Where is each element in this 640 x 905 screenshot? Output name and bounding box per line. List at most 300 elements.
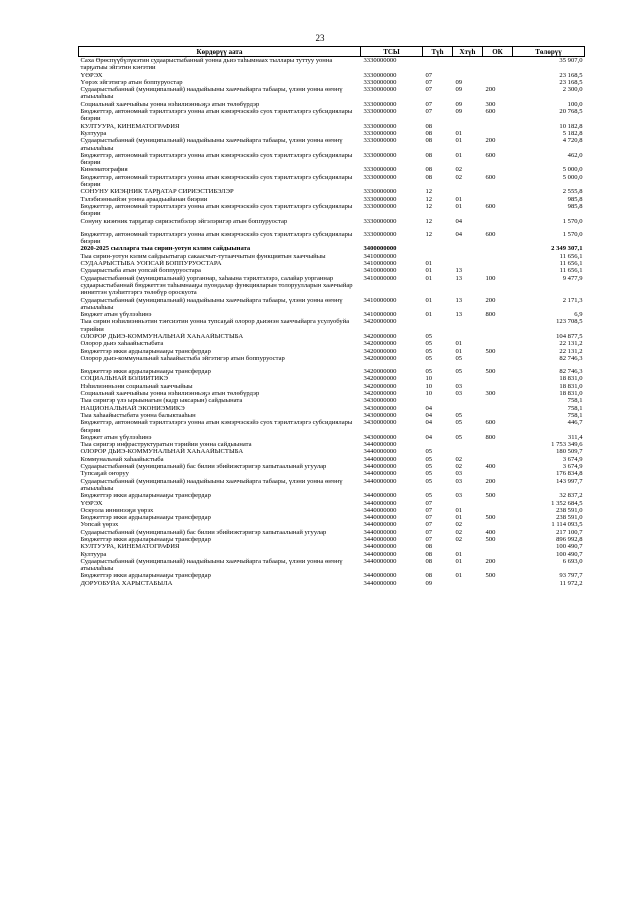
row-sum: 985,8 xyxy=(567,202,583,210)
row-htyh: 09 xyxy=(455,108,463,116)
row-ok: 600 xyxy=(485,230,496,238)
row-name: ҮӨРЭХ xyxy=(80,499,103,507)
table-row xyxy=(79,174,585,189)
row-name: Судаарыстыбаннай (муниципальнай) бас билии эбийиэктэригэр хапытаалынай угуулар xyxy=(80,528,327,536)
row-ok xyxy=(483,397,513,404)
row-sum: 100 490,7 xyxy=(556,543,583,551)
row-htyh xyxy=(453,245,483,252)
row-ok: 200 xyxy=(485,86,496,94)
row-htyh: 01 xyxy=(455,506,463,514)
row-ok xyxy=(483,355,513,362)
row-ok: 200 xyxy=(485,477,496,485)
row-tyh xyxy=(423,245,453,252)
row-ok xyxy=(483,333,513,340)
row-tsy: 3420000000 xyxy=(363,368,397,376)
row-sum: 6 693,0 xyxy=(562,557,583,565)
table-row xyxy=(79,521,585,528)
row-tyh: 07 xyxy=(425,71,433,79)
table-row xyxy=(79,203,585,218)
row-tsy: 3430000000 xyxy=(363,397,397,405)
row-htyh: 04 xyxy=(455,217,463,225)
row-tyh: 04 xyxy=(425,433,433,441)
row-name: КУЛТУУРА, КИНЕМАТОГРАФИЯ xyxy=(80,122,180,130)
row-htyh: 13 xyxy=(455,311,463,319)
table-row xyxy=(79,72,585,79)
row-ok xyxy=(483,507,513,514)
row-name: Тыа сиригэр үлэ ырыынагын (кадр ыксарын) сайдыыната xyxy=(80,397,243,405)
row-sum: 985,8 xyxy=(567,195,583,203)
row-tsy: 3440000000 xyxy=(363,521,397,529)
row-sum: 82 746,3 xyxy=(559,368,583,376)
row-htyh xyxy=(453,375,483,382)
row-sum: 758,1 xyxy=(567,404,583,412)
table-row xyxy=(79,333,585,340)
table-row xyxy=(79,297,585,312)
row-name: Судаарыстыбаннай (муниципальнай) наадыйыыны хааччыйарга табаары, үлэни уонна өҥөнү атыылаһыы xyxy=(80,86,343,101)
row-name: КУЛТУУРА, КИНЕМАТОГРАФИЯ xyxy=(80,543,180,551)
row-name: Судаарыстыбаннай (муниципальнай) уорганнар, хаһаына тэрилтэлэрэ, салайар уорганнар судаарыстыбаннай бюджеттэн таһымнааҕы пуондалар функцияларын толоруулларын хааччыйар инниттэн үлэһиттэргэ төлөбүр ороскуота xyxy=(80,274,353,297)
row-name: ДОРУОБУЙА ХАРЫСТАБЫЛА xyxy=(80,579,173,587)
row-tyh: 07 xyxy=(425,100,433,108)
row-htyh: 05 xyxy=(455,419,463,427)
row-tyh: 09 xyxy=(425,579,433,587)
row-sum: 93 797,7 xyxy=(559,572,583,580)
row-sum: 180 509,7 xyxy=(556,448,583,456)
page-number: 23 xyxy=(315,33,325,43)
row-tsy: 3330000000 xyxy=(363,195,397,203)
row-tyh: 08 xyxy=(425,557,433,565)
table-row xyxy=(79,260,585,267)
table-row xyxy=(79,405,585,412)
row-name: НАЦИОНАЛЬНАЙ ЭКОНИЭМИКЭ xyxy=(80,404,185,412)
row-ok: 800 xyxy=(485,433,496,441)
table-row xyxy=(79,463,585,470)
row-tsy: 3330000000 xyxy=(363,137,397,145)
row-sum: 104 877,5 xyxy=(556,332,583,340)
row-name: Култуура xyxy=(80,550,107,558)
row-tsy: 3440000000 xyxy=(363,557,397,565)
row-sum: 2 555,8 xyxy=(562,188,583,196)
row-sum: 4 720,8 xyxy=(562,137,583,145)
row-tyh: 05 xyxy=(425,470,433,478)
row-sum: 217 100,7 xyxy=(556,528,583,536)
table-row xyxy=(79,551,585,558)
table-row xyxy=(79,390,585,397)
row-ok xyxy=(483,405,513,412)
row-name: Оскуола иннинээҕи үөрэх xyxy=(80,506,154,514)
row-tyh: 05 xyxy=(425,477,433,485)
table-row xyxy=(79,368,585,375)
row-sum: 11 656,1 xyxy=(559,260,583,268)
row-tyh: 05 xyxy=(425,463,433,471)
row-tyh: 12 xyxy=(425,195,433,203)
row-htyh: 03 xyxy=(455,492,463,500)
table-row xyxy=(79,348,585,355)
row-name: СУДААРЫСТЫБА УОПСАЙ БОППУРУОСТАРА xyxy=(80,260,222,268)
row-tsy: 3330000000 xyxy=(363,173,397,181)
row-sum: 23 168,5 xyxy=(559,71,583,79)
table-row xyxy=(79,188,585,195)
row-tsy: 3330000000 xyxy=(363,217,397,225)
table-row xyxy=(79,79,585,86)
table-row xyxy=(79,500,585,507)
row-tyh: 05 xyxy=(425,332,433,340)
row-tyh: 10 xyxy=(425,390,433,398)
row-ok xyxy=(483,521,513,528)
table-row xyxy=(79,253,585,260)
row-name: Бюджет атын үбүлээһинэ xyxy=(80,433,152,441)
row-tsy: 3430000000 xyxy=(363,404,397,412)
table-row xyxy=(79,101,585,108)
row-tyh: 07 xyxy=(425,521,433,529)
row-htyh: 03 xyxy=(455,390,463,398)
row-tyh: 08 xyxy=(425,543,433,551)
row-ok xyxy=(483,245,513,252)
row-htyh: 05 xyxy=(455,368,463,376)
table-row xyxy=(79,448,585,455)
row-tsy: 3330000000 xyxy=(363,78,397,86)
row-sum: 32 837,2 xyxy=(559,492,583,500)
row-ok: 400 xyxy=(485,528,496,536)
row-ok xyxy=(483,72,513,79)
row-sum: 23 168,5 xyxy=(559,78,583,86)
row-htyh xyxy=(453,333,483,340)
row-tsy: 3410000000 xyxy=(363,296,397,304)
table-row xyxy=(79,311,585,318)
row-htyh: 03 xyxy=(455,477,463,485)
row-htyh: 01 xyxy=(455,550,463,558)
row-htyh xyxy=(453,580,483,587)
row-tyh: 01 xyxy=(425,274,433,282)
row-ok xyxy=(483,57,513,72)
row-tyh: 08 xyxy=(425,129,433,137)
row-name: 2020-2025 сылларга тыа сирин-уотун кэлим сайдыыната xyxy=(80,245,251,253)
column-header-sum: Төлөрүү xyxy=(513,47,585,57)
row-tsy: 3330000000 xyxy=(363,151,397,159)
row-sum: 2 300,0 xyxy=(562,86,583,94)
table-row xyxy=(79,478,585,493)
table-row xyxy=(79,130,585,137)
row-tyh: 01 xyxy=(425,311,433,319)
row-name: Судаарыстыбаннай (муниципальнай) наадыйыыны хааччыйарга табаары, үлэни уонна өҥөнү атыылаһыы xyxy=(80,557,343,573)
row-ok xyxy=(483,543,513,550)
row-name: Судаарыстыбаннай (муниципальнай) наадыйыыны хааччыйарга табаары, үлэни уонна өҥөнү атыылаһыы xyxy=(80,137,343,152)
row-sum: 758,1 xyxy=(567,397,583,405)
row-tyh xyxy=(423,318,453,333)
row-sum: 2 171,3 xyxy=(562,296,583,304)
row-name: Кинематография xyxy=(80,166,128,174)
row-htyh xyxy=(453,72,483,79)
row-tyh: 08 xyxy=(425,572,433,580)
row-sum: 18 831,0 xyxy=(559,382,583,390)
row-ok xyxy=(483,123,513,130)
row-tyh: 08 xyxy=(425,122,433,130)
row-sum: 82 746,3 xyxy=(559,354,583,362)
row-ok xyxy=(483,500,513,507)
row-htyh: 05 xyxy=(455,354,463,362)
row-ok xyxy=(483,260,513,267)
row-tyh: 12 xyxy=(425,202,433,210)
row-name: Судаарыстыбаннай (муниципальнай) наадыйыыны хааччыйарга табаары, үлэни уонна өҥөнү атыылаһыы xyxy=(80,477,343,492)
row-htyh xyxy=(453,57,483,72)
row-name: Тэлэбиэнньийэн уонна араадьыйанан биэрии xyxy=(80,195,208,203)
row-tyh: 12 xyxy=(425,230,433,238)
row-ok xyxy=(483,448,513,455)
row-ok: 200 xyxy=(485,137,496,145)
row-htyh: 13 xyxy=(455,274,463,282)
row-name: Тыа сирин нэһилиэнньэтин тэҥсиэтин уонна тупсаҕай олорор дьиэнэн хааччыйарга усулуобуйа тэрийии xyxy=(80,318,350,333)
row-tyh xyxy=(423,57,453,72)
row-sum: 18 831,0 xyxy=(559,375,583,383)
row-name: Тыа сиригэр инфраструктуратын тэрийии уонна сайдыыната xyxy=(80,441,252,449)
row-htyh: 13 xyxy=(455,296,463,304)
table-row xyxy=(79,123,585,130)
row-name: Олорор дьиэ хаһаайыстыбата xyxy=(80,340,164,348)
table-row xyxy=(79,152,585,167)
table-row xyxy=(79,375,585,382)
row-htyh xyxy=(453,397,483,404)
row-htyh: 02 xyxy=(455,173,463,181)
row-htyh: 13 xyxy=(455,267,463,275)
row-sum: 22 131,2 xyxy=(559,347,583,355)
row-tsy: 3420000000 xyxy=(363,318,397,326)
row-ok xyxy=(483,188,513,195)
table-row xyxy=(79,57,585,72)
row-name: Социальнай хааччыйыы уонна нэһилиэнньэҕэ атын төлөбүрдэр xyxy=(80,390,260,398)
row-tsy: 3410000000 xyxy=(363,267,397,275)
row-tsy: 3420000000 xyxy=(363,354,397,362)
table-body xyxy=(79,57,585,588)
row-ok: 500 xyxy=(485,536,496,543)
table-row xyxy=(79,441,585,448)
row-name: Бюджеттэр, автономнай тэрилтэлэргэ уонна атын кэмэрчэскэйэ суох тэрилтэлэргэ субсидиялары биэрии xyxy=(80,108,353,123)
row-ok: 600 xyxy=(485,151,496,159)
row-sum: 238 591,0 xyxy=(556,514,583,522)
table-row xyxy=(79,355,585,362)
row-tsy: 3330000000 xyxy=(363,188,397,196)
row-name: Бюджеттэр икки ардыларынааҕы трансфердар xyxy=(80,368,211,376)
row-name: СОНУНУ КИЭҢНИК ТАРҔАТАР СИРИЭСТИБЭЛЭР xyxy=(80,188,234,196)
row-htyh: 09 xyxy=(455,86,463,94)
row-tsy: 3330000000 xyxy=(363,122,397,130)
row-tsy: 3420000000 xyxy=(363,340,397,348)
table-row xyxy=(79,456,585,463)
table-row xyxy=(79,397,585,404)
row-name: Коммунальнай хаһаайыстыба xyxy=(80,455,164,463)
row-tyh: 07 xyxy=(425,528,433,536)
table-row xyxy=(79,267,585,274)
row-tyh: 05 xyxy=(425,347,433,355)
row-sum: 1 114 093,5 xyxy=(551,521,583,529)
row-htyh: 01 xyxy=(455,202,463,210)
row-tsy: 3440000000 xyxy=(363,492,397,500)
row-htyh: 02 xyxy=(455,521,463,529)
row-tyh: 05 xyxy=(425,368,433,376)
row-name: Нэһилиэнньэни социальнай хааччыйыы xyxy=(80,382,193,390)
row-tsy: 3440000000 xyxy=(363,550,397,558)
row-name: Бюджеттэр, автономнай тэрилтэлэргэ уонна атын кэмэрчэскэйэ суох тэрилтэлэргэ субсидиялары биэрии xyxy=(80,202,353,218)
row-tyh: 08 xyxy=(425,151,433,159)
row-tyh: 05 xyxy=(425,448,433,456)
row-sum: 11 656,1 xyxy=(559,252,583,260)
table-row xyxy=(79,470,585,477)
table-row xyxy=(79,245,585,252)
row-ok xyxy=(483,441,513,448)
column-header-tsy: ТСЫ xyxy=(361,47,423,57)
row-tyh: 07 xyxy=(425,499,433,507)
column-header-tyh: Түһ xyxy=(423,47,453,57)
row-sum: 5 000,0 xyxy=(562,173,583,181)
row-tyh: 05 xyxy=(425,340,433,348)
row-ok: 500 xyxy=(485,492,496,500)
row-tyh: 12 xyxy=(425,217,433,225)
row-name: Сонуну киэҥник тарҕатар сириэстибэлэр эйгэлэригэр атын боппуруостар xyxy=(80,217,288,225)
row-ok xyxy=(483,551,513,558)
row-sum: 1 570,0 xyxy=(562,217,583,225)
table-row xyxy=(79,218,585,225)
row-tsy: 3330000000 xyxy=(363,100,397,108)
row-sum: 3 674,9 xyxy=(562,455,583,463)
row-ok xyxy=(483,375,513,382)
row-tsy: 3330000000 xyxy=(363,166,397,174)
row-tsy: 3440000000 xyxy=(363,506,397,514)
row-name: Бюджеттэр, автономнай тэрилтэлэргэ уонна атын кэмэрчэскэйэ суох тэрилтэлэргэ субсидиялары биэрии xyxy=(80,230,353,246)
row-tsy: 3430000000 xyxy=(363,419,397,427)
row-htyh: 05 xyxy=(455,411,463,419)
row-sum: 1 352 684,5 xyxy=(551,499,583,507)
row-htyh: 01 xyxy=(455,557,463,565)
row-htyh: 02 xyxy=(455,166,463,174)
row-sum: 6,9 xyxy=(574,311,583,319)
row-sum: 238 591,0 xyxy=(556,506,583,514)
table-row xyxy=(79,318,585,333)
row-ok xyxy=(483,470,513,477)
row-ok xyxy=(483,340,513,347)
row-ok xyxy=(483,456,513,463)
row-tsy: 3440000000 xyxy=(363,470,397,478)
row-name: Бюджеттэр, автономнай тэрилтэлэргэ уонна атын кэмэрчэскэйэ суох тэрилтэлэргэ субсидиялары биэрии xyxy=(80,419,353,434)
row-htyh xyxy=(453,500,483,507)
row-htyh xyxy=(453,123,483,130)
row-sum: 176 834,8 xyxy=(556,470,583,478)
row-ok: 200 xyxy=(485,557,496,565)
row-tsy: 3440000000 xyxy=(363,579,397,587)
row-ok xyxy=(483,318,513,333)
row-name: ОЛОРОР ДЬИЭ-КОММУНАЛЬНАЙ ХАҺААЙЫСТЫБА xyxy=(80,332,244,340)
row-ok: 200 xyxy=(485,296,496,304)
row-name: Олорор дьиэ-коммунальнай хаһаайыстыба эйгэтигэр атын боппуруостар xyxy=(80,354,285,362)
row-ok: 300 xyxy=(485,390,496,398)
row-htyh: 01 xyxy=(455,572,463,580)
row-tyh: 08 xyxy=(425,173,433,181)
table-row xyxy=(79,275,585,297)
row-sum: 1 570,0 xyxy=(562,230,583,238)
row-tsy: 3330000000 xyxy=(363,108,397,116)
row-ok xyxy=(483,130,513,137)
row-name: Бюджеттэр, автономнай тэрилтэлэргэ уонна атын кэмэрчэскэйэ суох тэрилтэлэргэ субсидиялары биэрии xyxy=(80,151,353,167)
row-tyh: 07 xyxy=(425,506,433,514)
row-tyh: 05 xyxy=(425,455,433,463)
row-tsy: 3430000000 xyxy=(363,433,397,441)
table-row xyxy=(79,558,585,573)
row-tsy: 3420000000 xyxy=(363,332,397,340)
budget-table xyxy=(78,46,585,587)
row-ok: 500 xyxy=(485,368,496,376)
row-htyh: 01 xyxy=(455,514,463,522)
table-row xyxy=(79,536,585,543)
row-htyh: 09 xyxy=(455,100,463,108)
row-name: Бюджеттэр икки ардыларынааҕы трансфердар xyxy=(80,572,211,580)
row-tsy: 3330000000 xyxy=(363,230,397,238)
row-tsy: 3410000000 xyxy=(363,252,397,260)
row-tsy: 3430000000 xyxy=(363,411,397,419)
row-htyh: 03 xyxy=(455,382,463,390)
row-ok xyxy=(483,79,513,86)
row-name: Тыа сирин-уотун кэлим сайдыытыгар сакаасчыт-тутааччытын функциятын хааччыйыы xyxy=(80,252,326,260)
row-sum: 446,7 xyxy=(567,419,583,427)
table-row xyxy=(79,543,585,550)
row-sum: 5 000,0 xyxy=(562,166,583,174)
row-tsy: 3330000000 xyxy=(363,71,397,79)
table-row xyxy=(79,434,585,441)
row-htyh xyxy=(453,188,483,195)
row-tsy: 3420000000 xyxy=(363,347,397,355)
row-sum: 35 907,0 xyxy=(559,57,583,64)
row-sum: 9 477,9 xyxy=(562,274,583,282)
row-tyh: 08 xyxy=(425,137,433,145)
row-tyh: 05 xyxy=(425,492,433,500)
row-htyh xyxy=(453,448,483,455)
row-name: Саха Өрөспүүбүлүкэтин судаарыстыбаннай уонна дьиэ таһымнаах тыллары туттуу уонна тарҕатыы эйгэтин кэҥэтии xyxy=(80,57,333,72)
table-row xyxy=(79,86,585,101)
row-tyh xyxy=(423,441,453,448)
table-row xyxy=(79,514,585,521)
row-name: Бюджеттэр икки ардыларынааҕы трансфердар xyxy=(80,514,211,522)
row-ok: 600 xyxy=(485,419,496,427)
row-htyh: 01 xyxy=(455,137,463,145)
row-htyh: 01 xyxy=(455,340,463,348)
row-tyh: 07 xyxy=(425,78,433,86)
row-tyh: 07 xyxy=(425,536,433,543)
row-tsy: 3330000000 xyxy=(363,202,397,210)
row-name: Судаарыстыбаннай (муниципальнай) наадыйыыны хааччыйарга табаары, үлэни уонна өҥөнү атыылаһыы xyxy=(80,296,343,311)
row-tyh: 08 xyxy=(425,550,433,558)
row-tsy: 3420000000 xyxy=(363,375,397,383)
row-name: Үөрэх эйгэтигэр атын боппуруостар xyxy=(80,78,183,86)
row-tyh: 05 xyxy=(425,354,433,362)
row-htyh: 01 xyxy=(455,151,463,159)
table-header-row xyxy=(79,47,585,57)
row-tsy: 3410000000 xyxy=(363,260,397,268)
row-name: Бюджеттэр, автономнай тэрилтэлэргэ уонна атын кэмэрчэскэйэ суох тэрилтэлэргэ субсидиялары биэрии xyxy=(80,173,353,189)
row-ok xyxy=(483,196,513,203)
table-row xyxy=(79,412,585,419)
row-ok: 500 xyxy=(485,572,496,580)
row-htyh: 02 xyxy=(455,463,463,471)
row-sum: 20 768,5 xyxy=(559,108,583,116)
row-sum: 123 708,5 xyxy=(556,318,583,326)
row-htyh: 09 xyxy=(455,78,463,86)
row-tyh: 07 xyxy=(425,514,433,522)
row-tyh: 10 xyxy=(425,382,433,390)
row-ok: 800 xyxy=(485,311,496,319)
row-htyh: 01 xyxy=(455,129,463,137)
row-tsy: 3400000000 xyxy=(363,245,397,253)
row-ok xyxy=(483,383,513,390)
row-name: Тыа хаһаайыстыбата уонна балыктааһын xyxy=(80,411,196,419)
row-tyh: 04 xyxy=(425,411,433,419)
row-tyh xyxy=(423,397,453,404)
